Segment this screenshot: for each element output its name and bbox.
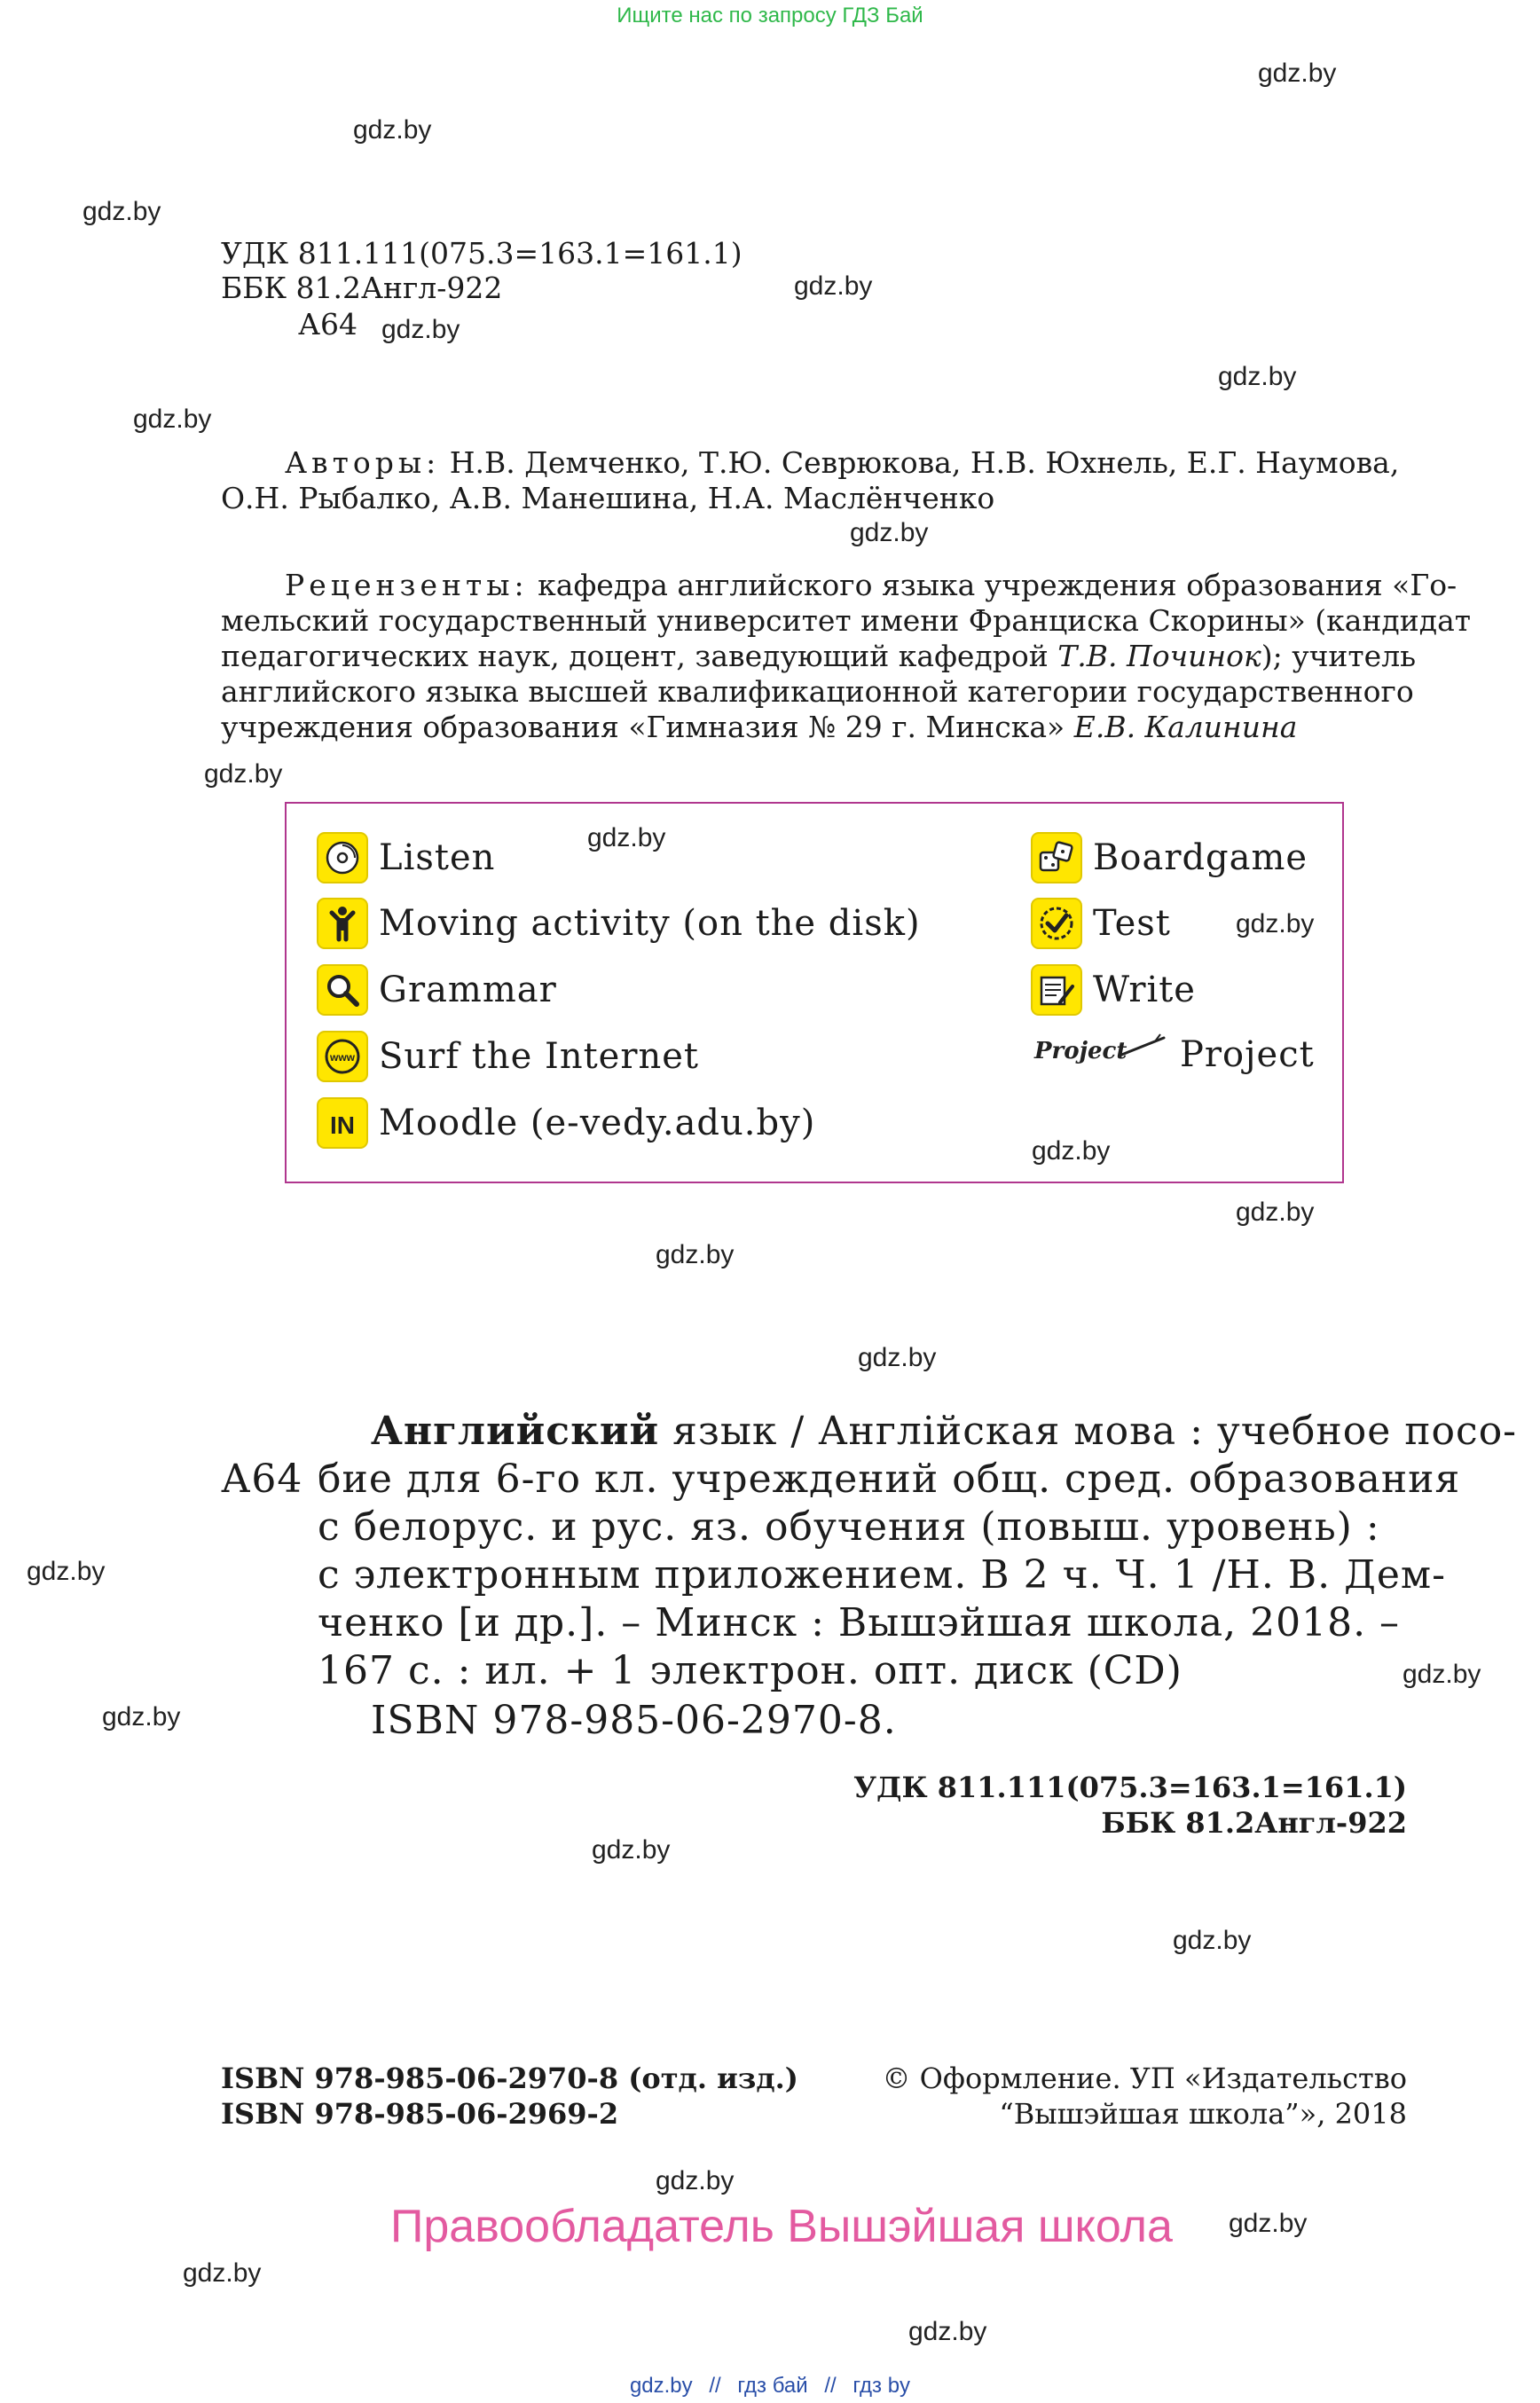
rights-holder-text: Правообладатель Вышэйшая школа [390,2201,1173,2252]
watermark: gdz.by [908,2317,987,2346]
watermark: gdz.by [183,2258,262,2288]
reviewers-line-1 [285,568,1457,602]
watermark: gdz.by [794,271,873,301]
footer-separator: // [824,2374,837,2398]
watermark: gdz.by [353,115,432,145]
legend-listen [317,832,495,883]
author-mark: А64 [298,307,358,342]
watermark: gdz.by [587,823,666,852]
catalog-bbk: ББК 81.2Англ-922 [1101,1806,1407,1840]
catalog-line-6: 167 с. : ил. + 1 электрон. опт. диск (CD) [318,1648,1182,1693]
footer-link-gdz[interactable]: gdz.by [629,2374,693,2398]
footer-separator: // [709,2374,721,2398]
legend-grammar [317,964,557,1016]
notebook-pen-icon [1031,964,1082,1016]
legend-label: Moodle (e-vedy.adu.by) [379,1103,816,1143]
legend-write [1031,964,1196,1016]
www-globe-icon [317,1031,368,1082]
watermark: gdz.by [102,1702,181,1732]
dice-icon [1031,832,1082,883]
legend-label: Write [1093,970,1196,1010]
watermark: gdz.by [1258,59,1337,88]
watermark: gdz.by [656,1240,735,1269]
legend-label: Project [1180,1034,1315,1075]
authors-line-2: О.Н. Рыбалко, А.В. Манешина, Н.А. Маслёнченко [221,481,995,515]
reviewer-name-2: Е.В. Калинина [1073,710,1298,744]
watermark: gdz.by [1218,362,1297,391]
moving-person-icon [317,898,368,949]
reviewers-line-3 [221,639,1416,673]
watermark: gdz.by [850,518,929,547]
catalog-code: А64 [221,1457,303,1502]
watermark: gdz.by [1032,1136,1111,1166]
legend-label: Moving activity (on the disk) [379,903,921,944]
catalog-udk: УДК 811.111(075.3=163.1=161.1) [853,1771,1407,1804]
magnifier-icon [317,964,368,1016]
watermark: gdz.by [1229,2209,1308,2238]
moodle-glyph: IN [330,1111,355,1139]
watermark: gdz.by [858,1343,937,1372]
reviewers-line-5 [221,710,1297,744]
copyright-line-1: © Оформление. УП «Издательство [882,2061,1407,2095]
legend-label: Test [1093,903,1171,944]
reviewers-text-5: учреждения образования «Гимназия № 29 г. Минска» [221,710,1074,744]
legend-moving-activity [317,898,921,949]
watermark: gdz.by [592,1835,671,1865]
legend-label: Boardgame [1093,837,1308,878]
catalog-line-2: бие для 6-го кл. учреждений общ. сред. образования [318,1457,1461,1502]
reviewer-name-1: Т.В. Починок [1057,639,1261,673]
copyright-line-2: “Вышэйшая школа”», 2018 [999,2097,1407,2131]
watermark: gdz.by [381,315,460,344]
catalog-line-1 [371,1409,1517,1454]
footer-link-gdz-by[interactable]: гдз by [852,2374,911,2398]
watermark: gdz.by [27,1557,106,1586]
watermark: gdz.by [82,197,161,226]
catalog-line-5: ченко [и др.]. – Минск : Вышэйшая школа, 2018. – [318,1600,1401,1645]
watermark: gdz.by [656,2166,735,2195]
checkmark-clock-icon [1031,898,1082,949]
catalog-title-bold: Английский [371,1409,660,1454]
legend-moodle [317,1097,815,1149]
www-glyph: www [329,1051,356,1064]
isbn-set: ISBN 978-985-06-2969-2 [221,2097,619,2131]
catalog-title-rest: язык / Англійская мова : учебное посо- [659,1409,1518,1454]
watermark: gdz.by [1402,1660,1481,1689]
udk-code: УДК 811.111(075.3=163.1=161.1) [221,236,742,271]
legend-test [1031,898,1171,949]
watermark: gdz.by [133,404,212,434]
reviewers-line-4: английского языка высшей квалификационной категории государственного [221,674,1414,709]
watermark: gdz.by [1236,1198,1315,1227]
watermark: gdz.by [1173,1926,1252,1955]
reviewers-text-3b: ); учитель [1261,639,1417,673]
authors-line-1 [285,445,1399,480]
bbk-code: ББК 81.2Англ-922 [221,271,503,305]
footer-link-gdz-bai[interactable]: гдз бай [737,2374,808,2398]
reviewers-label: Рецензенты: [285,568,529,602]
watermark: gdz.by [1236,909,1315,938]
legend-surf-internet [317,1031,699,1082]
top-banner[interactable]: Ищите нас по запросу ГДЗ Бай [617,4,923,27]
reviewers-text-3a: педагогических наук, доцент, заведующий кафедрой [221,639,1058,673]
legend-boardgame [1031,832,1308,883]
legend-label: Grammar [379,970,557,1010]
reviewers-line-2: мельский государственный университет имени Франциска Скорины» (кандидат [221,603,1471,638]
legend-label: Listen [379,837,496,878]
footer-links [0,2374,1540,2399]
catalog-isbn: ISBN 978-985-06-2970-8. [371,1698,897,1743]
watermark: gdz.by [204,759,283,789]
catalog-line-3: с белорус. и рус. яз. обучения (повыш. уровень) : [318,1504,1380,1550]
project-pen-icon [1034,1033,1167,1077]
catalog-line-4: с электронным приложением. В 2 ч. Ч. 1 /Н. В. Дем- [318,1552,1447,1598]
cd-disc-icon [317,832,368,883]
reviewers-text-1: кафедра английского языка учреждения образования «Го- [538,568,1458,602]
isbn-separate: ISBN 978-985-06-2970-8 (отд. изд.) [221,2061,798,2095]
authors-label: Авторы: [285,445,441,480]
legend-label: Surf the Internet [379,1036,699,1077]
authors-names-1: Н.В. Демченко, Т.Ю. Севрюкова, Н.В. Юхнель, Е.Г. Наумова, [449,445,1400,480]
moodle-icon [317,1097,368,1149]
project-script-text: Project [1034,1038,1128,1064]
legend-project [1034,1033,1315,1077]
